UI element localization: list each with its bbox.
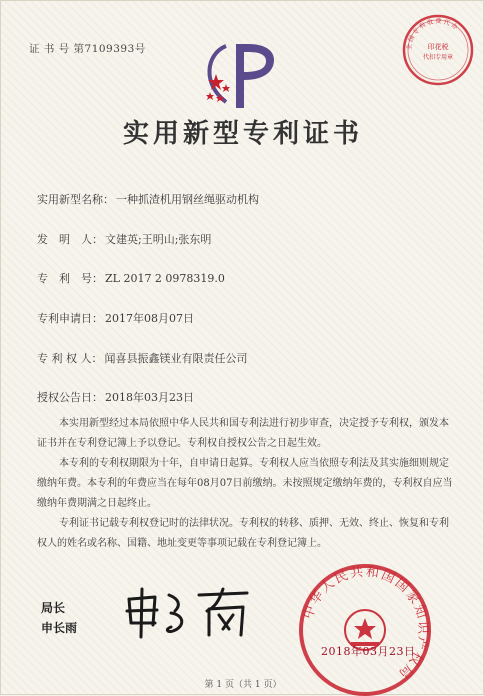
grant-date-row — [37, 389, 194, 405]
patent-number-value: ZL 2017 2 0978319.0 — [105, 272, 225, 285]
top-seal-line-1: 印花税 — [427, 43, 449, 51]
handwritten-signature — [119, 581, 259, 641]
top-seal-line-2: 代扣专用章 — [422, 54, 454, 61]
patent-number-row — [37, 270, 225, 286]
patent-office-seal-icon — [289, 556, 441, 696]
grant-date-label: 授权公告日： — [37, 391, 103, 404]
filing-date-label: 专利申请日： — [37, 312, 103, 325]
top-seal-ring-text: 全 国 专 利 收 费 代 办 — [405, 17, 459, 51]
inventor-value: 文建英;王明山;张东明 — [105, 233, 212, 246]
issue-date: 2018年03月23日 — [321, 645, 416, 658]
big-seal-ring-text: 中华人民共和国国家知识产权局 — [301, 564, 431, 683]
patentee-value: 闻喜县振鑫镁业有限责任公司 — [104, 352, 248, 365]
paragraph-2-text: 本专利的专利权期限为十年，自申请日起算。专利权人应当依照专利法及其实施细则规定缴纳年费。本专利的年费应当在每年08月07日前缴纳。未按照规定缴纳年费的，专利权自应当缴纳年费期满之日起终止。 — [37, 458, 453, 509]
filing-date-row — [37, 310, 194, 326]
certificate-title: 实用新型专利证书 — [122, 119, 363, 149]
inventor-label: 发 明 人： — [37, 233, 103, 246]
model-name-value: 一种抓渣机用钢丝绳驱动机构 — [116, 193, 259, 206]
director-label: 局长 — [41, 601, 66, 615]
paragraph-1-text: 本实用新型经过本局依照中华人民共和国专利法进行初步审查，决定授予专利权，颁发本证书并在专利登记簿上予以登记。专利权自授权公告之日起生效。 — [37, 418, 449, 449]
page-footer: 第 1 页（共 1 页） — [204, 680, 282, 690]
patentee-label: 专 利 权 人： — [37, 352, 103, 365]
director-name-label: 申长雨 — [41, 621, 78, 635]
paragraph-2 — [37, 454, 457, 514]
grant-date-value: 2018年03月23日 — [105, 391, 194, 404]
model-name-label: 实用新型名称： — [37, 193, 114, 206]
patentee-row — [37, 350, 248, 366]
filing-date-value: 2017年08月07日 — [105, 312, 194, 325]
paragraph-3 — [37, 514, 457, 554]
model-name-row — [37, 191, 259, 207]
tax-seal-stamp-icon — [401, 13, 475, 87]
patent-number-label: 专 利 号： — [37, 272, 103, 285]
paragraph-1 — [37, 414, 457, 454]
certificate-number: 证 书 号 第7109393号 — [29, 43, 146, 55]
inventor-row — [37, 231, 211, 247]
patent-office-emblem-icon — [196, 36, 286, 116]
paragraph-3-text: 专利证书记载专利权登记时的法律状况。专利权的转移、质押、无效、终止、恢复和专利权人的姓名或名称、国籍、地址变更等事项记载在专利登记簿上。 — [37, 518, 449, 549]
